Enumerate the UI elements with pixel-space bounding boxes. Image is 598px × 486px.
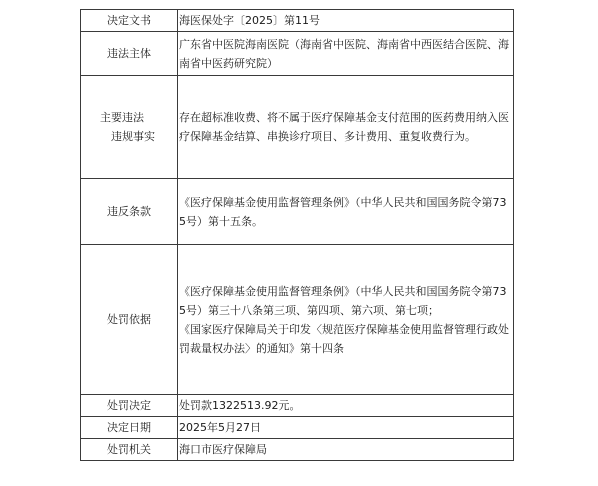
- label-decision-date: 决定日期: [81, 417, 178, 439]
- value-violating-entity: 广东省中医院海南医院（海南省中医院、海南省中西医结合医院、海南省中医药研究院）: [178, 32, 514, 76]
- label-main-violation-facts: [81, 76, 178, 179]
- label-penalty-authority: 处罚机关: [81, 439, 178, 461]
- label-facts-line-1: 主要违法: [100, 111, 144, 124]
- row-violating-entity: [81, 32, 514, 76]
- value-main-violation-facts: 存在超标准收费、将不属于医疗保障基金支付范围的医药费用纳入医疗保障基金结算、串换诊疗项目、多计费用、重复收费行为。: [178, 76, 514, 179]
- value-penalty-authority: 海口市医疗保障局: [178, 439, 514, 461]
- row-violated-clause: [81, 179, 514, 245]
- row-penalty-authority: [81, 439, 514, 461]
- value-violated-clause: 《医疗保障基金使用监督管理条例》（中华人民共和国国务院令第735号）第十五条。: [178, 179, 514, 245]
- label-violated-clause: 违反条款: [81, 179, 178, 245]
- penalty-basis-paragraph-2: 《国家医疗保障局关于印发〈规范医疗保障基金使用监督管理行政处罚裁量权办法〉的通知》第十四条: [179, 322, 509, 355]
- label-violating-entity: 违法主体: [81, 32, 178, 76]
- value-penalty-decision: 处罚款1322513.92元。: [178, 395, 514, 417]
- row-main-violation-facts: [81, 76, 514, 179]
- row-decision-document: [81, 10, 514, 32]
- label-decision-document: 决定文书: [81, 10, 178, 32]
- row-decision-date: [81, 417, 514, 439]
- value-penalty-basis: [178, 245, 514, 395]
- value-decision-document: 海医保处字〔2025〕第11号: [178, 10, 514, 32]
- label-penalty-basis: 处罚依据: [81, 245, 178, 395]
- value-decision-date: 2025年5月27日: [178, 417, 514, 439]
- penalty-info-table: [80, 9, 514, 461]
- penalty-basis-paragraph-1: 《医疗保障基金使用监督管理条例》（中华人民共和国国务院令第735号）第三十八条第三项、第四项、第六项、第七项；: [179, 284, 507, 317]
- row-penalty-decision: [81, 395, 514, 417]
- row-penalty-basis: [81, 245, 514, 395]
- label-penalty-decision: 处罚决定: [81, 395, 178, 417]
- label-facts-line-2: 违规事实: [111, 130, 155, 143]
